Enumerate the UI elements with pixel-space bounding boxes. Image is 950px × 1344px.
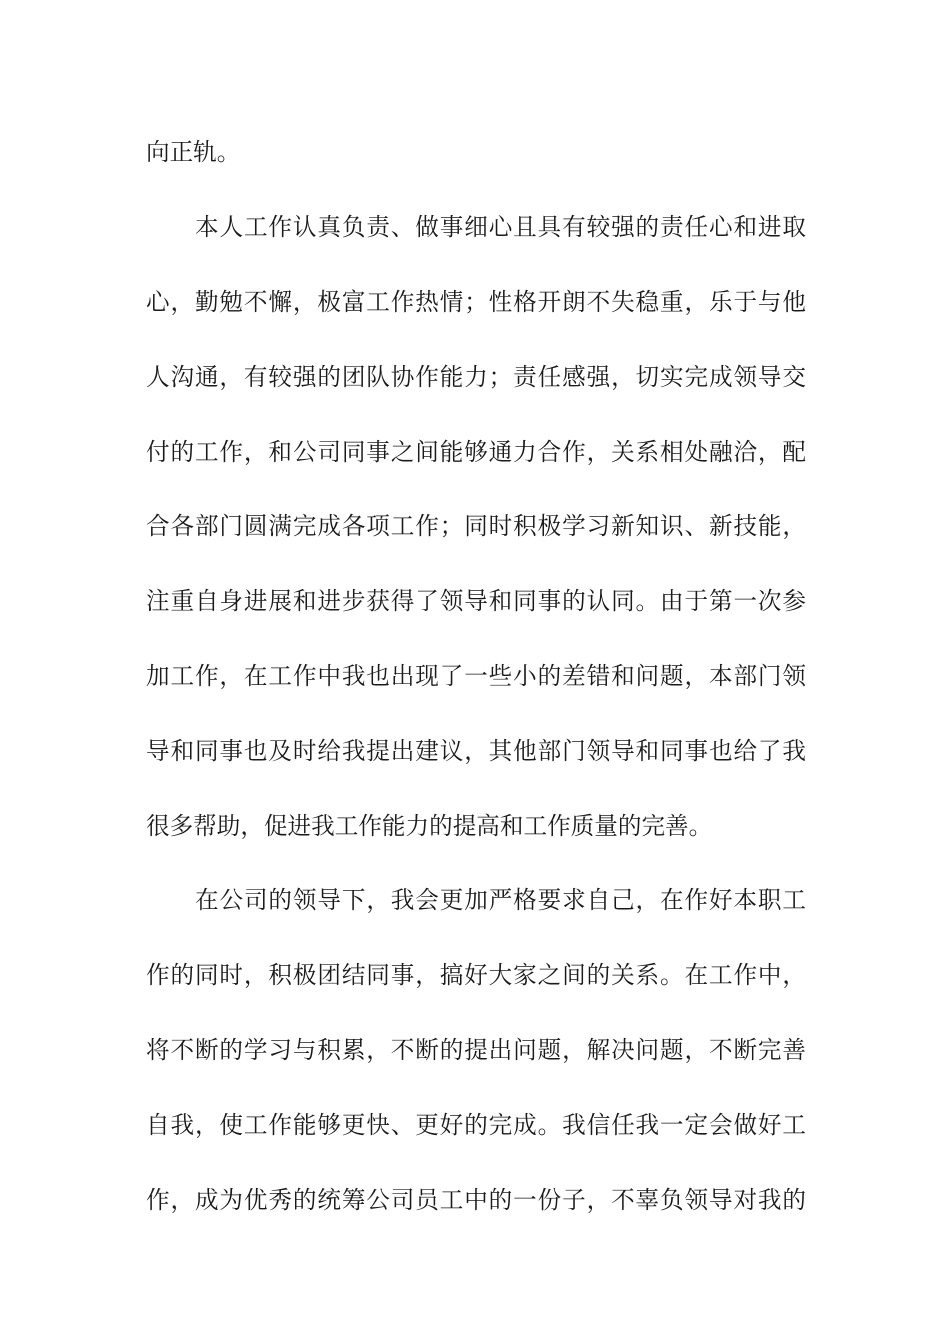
paragraph-first-line: 本人工作认真负责、做事细心且具有较强的责任心和进取 [195, 213, 806, 241]
text-line: 加工作，在工作中我也出现了一些小的差错和问题，本部门领 [146, 662, 806, 690]
text-line: 付的工作，和公司同事之间能够通力合作，关系相处融洽，配 [146, 438, 806, 466]
paragraph-first-line: 在公司的领导下，我会更加严格要求自己，在作好本职工 [195, 886, 806, 914]
text-line: 注重自身进展和进步获得了领导和同事的认同。由于第一次参 [146, 587, 806, 615]
text-line: 作的同时，积极团结同事，搞好大家之间的关系。在工作中， [146, 961, 806, 989]
text-line: 自我，使工作能够更快、更好的完成。我信任我一定会做好工 [146, 1111, 806, 1139]
text-line: 很多帮助，促进我工作能力的提高和工作质量的完善。 [146, 812, 713, 840]
text-line: 向正轨。 [146, 138, 241, 166]
text-line: 合各部门圆满完成各项工作；同时积极学习新知识、新技能， [146, 512, 806, 540]
text-line: 心，勤勉不懈，极富工作热情；性格开朗不失稳重，乐于与他 [146, 288, 806, 316]
text-line: 导和同事也及时给我提出建议，其他部门领导和同事也给了我 [146, 737, 806, 765]
text-line: 作，成为优秀的统筹公司员工中的一份子，不辜负领导对我的 [146, 1186, 806, 1214]
text-line: 将不断的学习与积累，不断的提出问题，解决问题，不断完善 [146, 1036, 806, 1064]
text-line: 人沟通，有较强的团队协作能力；责任感强，切实完成领导交 [146, 363, 806, 391]
